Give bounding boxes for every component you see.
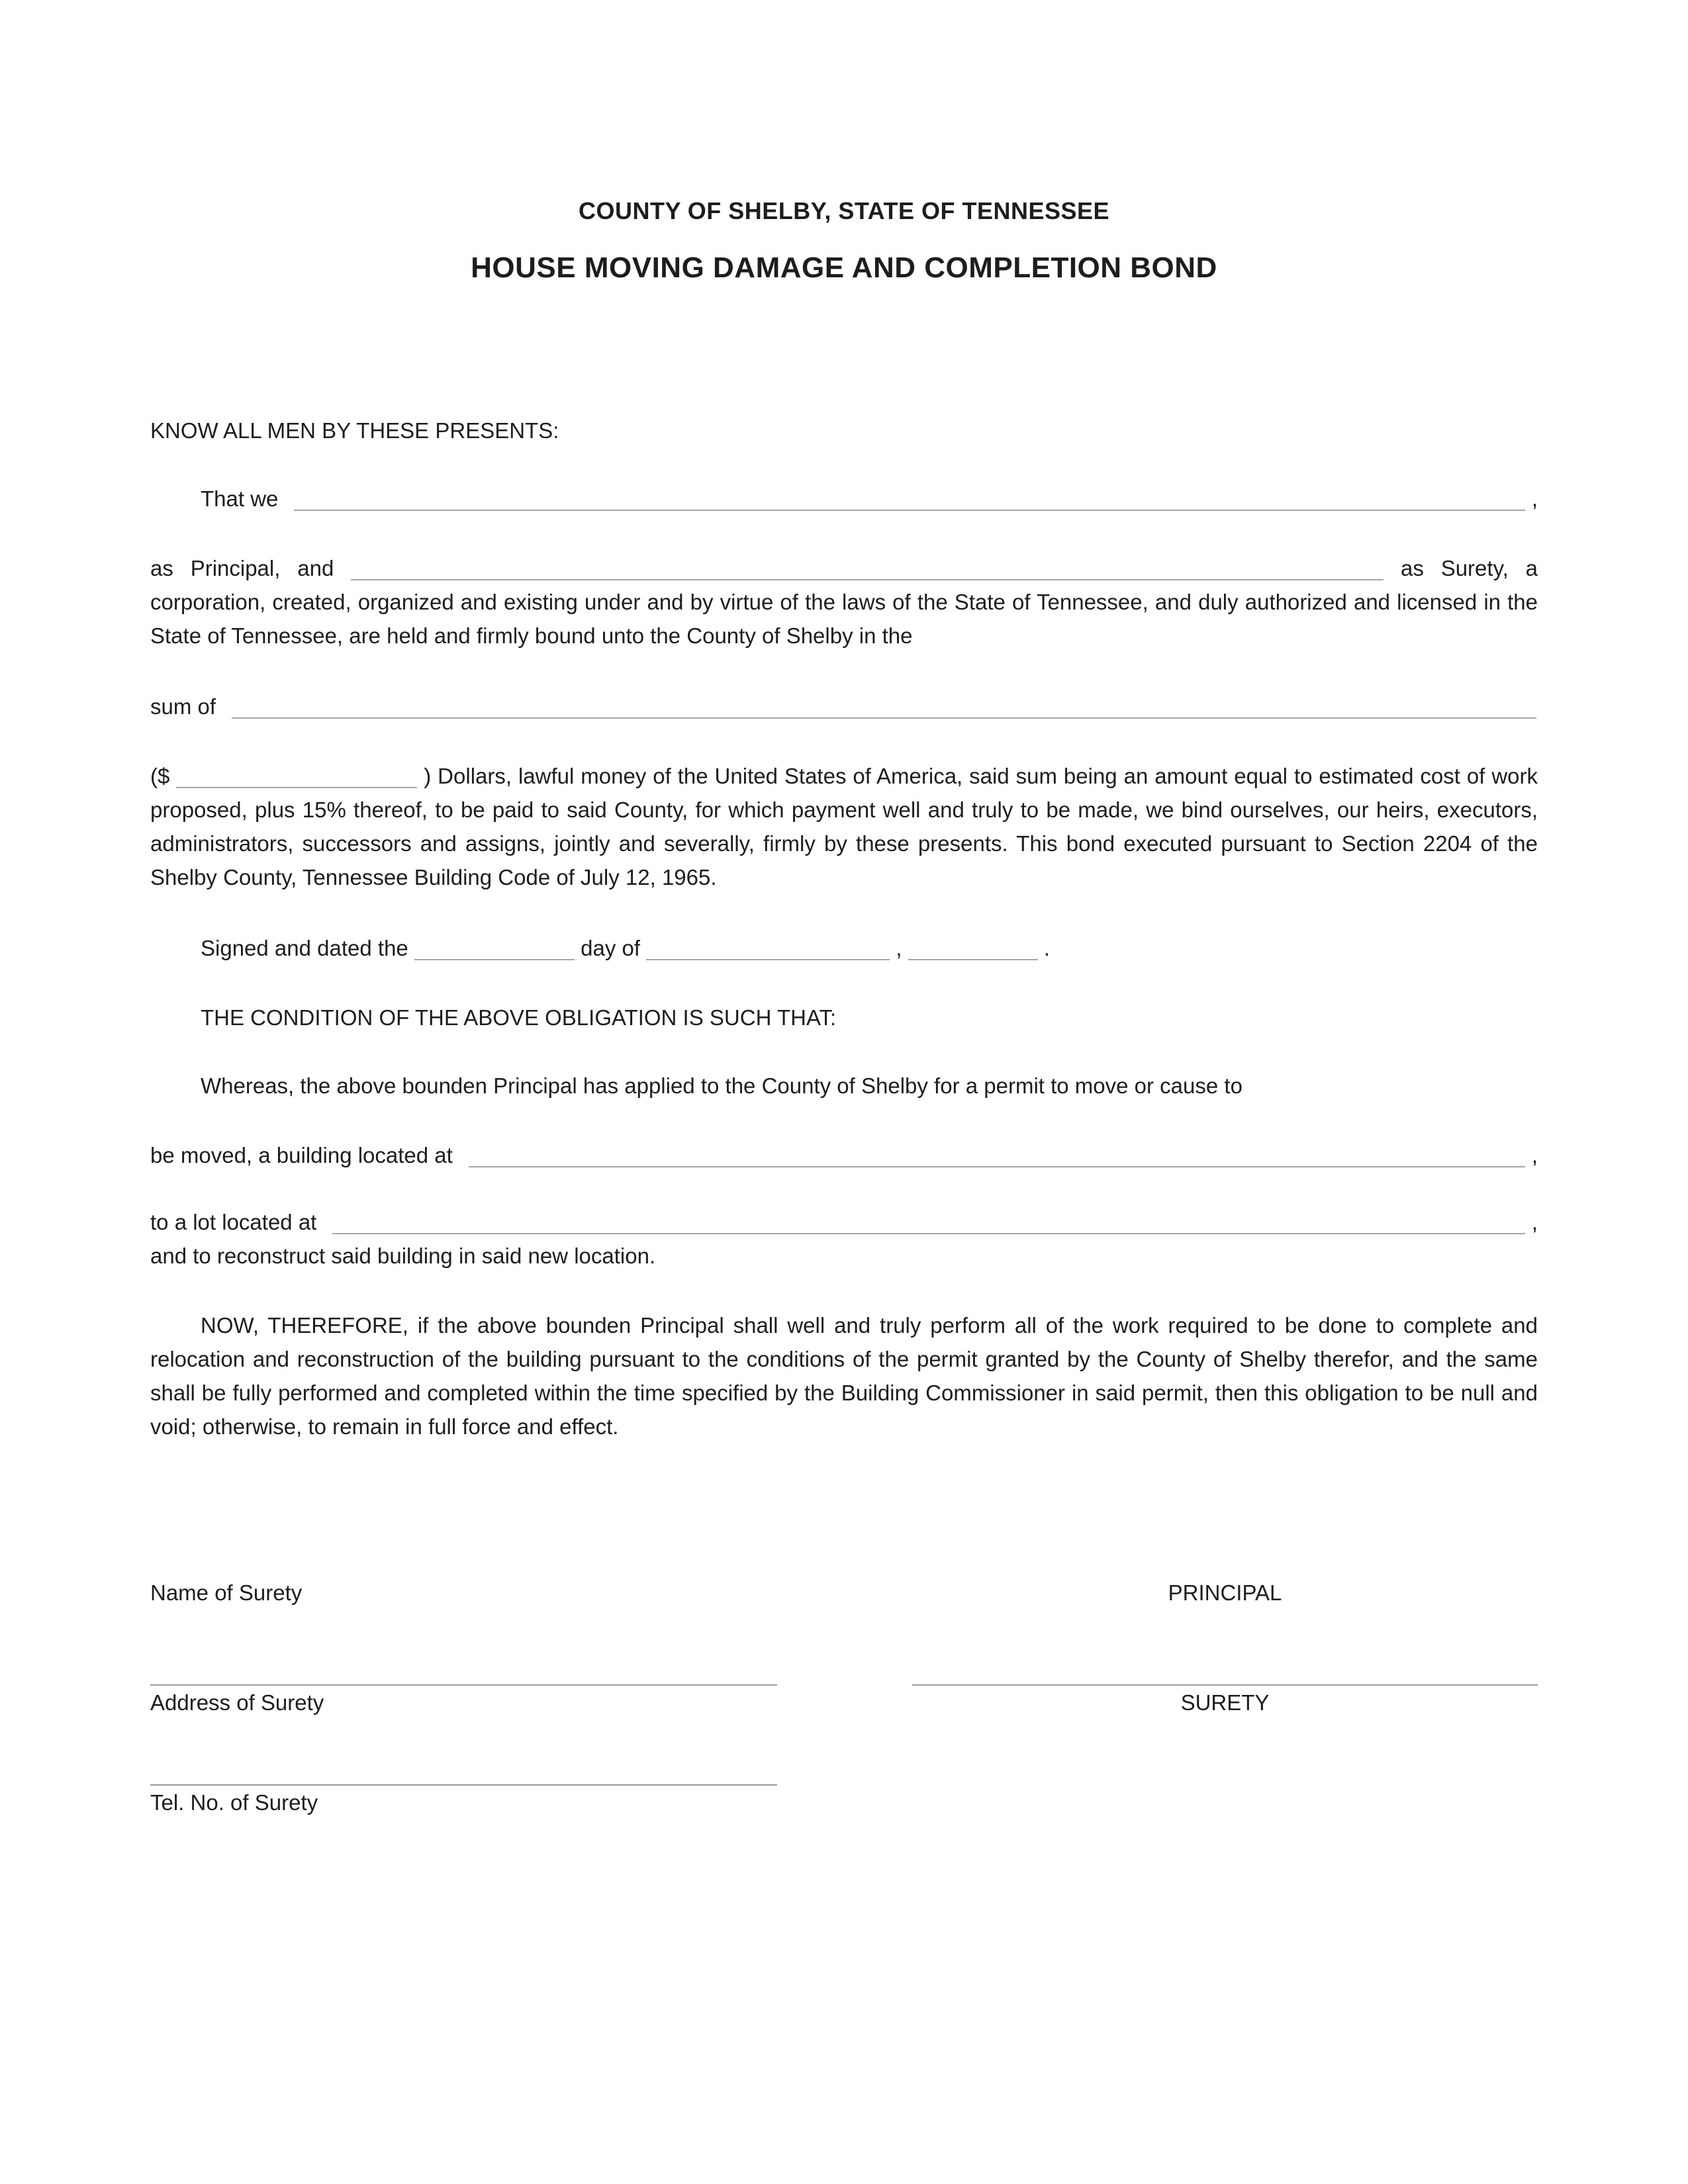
surety-name-field[interactable] <box>351 558 1383 580</box>
signed-period: . <box>1043 936 1051 960</box>
lot-location-field[interactable] <box>332 1233 1524 1234</box>
signed-day-of: day of <box>581 936 641 960</box>
that-we-line <box>150 482 1538 516</box>
address-of-surety-label: Address of Surety <box>150 1690 324 1715</box>
principal-label: PRINCIPAL <box>1168 1580 1282 1605</box>
surety-label: SURETY <box>1180 1690 1270 1715</box>
signed-prefix: Signed and dated the <box>201 936 408 960</box>
building-location-field[interactable] <box>469 1166 1525 1167</box>
signed-dated-line <box>150 931 1538 965</box>
reconstruct-line: and to reconstruct said building in said new location. <box>150 1244 656 1268</box>
that-we-text: That we <box>201 486 279 511</box>
lot-location-text: to a lot located at <box>150 1210 317 1234</box>
building-location-text: be moved, a building located at <box>150 1143 453 1167</box>
dollars-paragraph <box>150 759 1538 894</box>
condition-heading: THE CONDITION OF THE ABOVE OBLIGATION IS SUCH THAT: <box>201 1005 837 1030</box>
signature-section <box>150 1576 1538 1819</box>
principal-clause-prefix: as Principal, and <box>150 556 334 580</box>
tel-of-surety-label: Tel. No. of Surety <box>150 1790 318 1815</box>
month-field[interactable] <box>646 938 890 960</box>
principal-name-field[interactable] <box>294 510 1524 511</box>
year-field[interactable] <box>908 938 1038 960</box>
principal-surety-paragraph <box>150 551 1538 653</box>
county-title: COUNTY OF SHELBY, STATE OF TENNESSEE <box>578 197 1110 224</box>
sum-words-field[interactable] <box>232 717 1536 719</box>
surety-info-column <box>150 1576 777 1819</box>
name-of-surety-label: Name of Surety <box>150 1580 303 1605</box>
now-therefore-paragraph: NOW, THEREFORE, if the above bounden Principal shall well and truly perform all of the work required to be done to complete and relocation and reconstruction of the building pursuant to the conditions of the permit granted by the County of Shelby therefor, and the same shall be fully performed and completed within the time specified by the Building Commissioner in said permit, then this obligation to be null and void; otherwise, to remain in full force and effect. <box>150 1313 1538 1439</box>
that-we-comma: , <box>1531 486 1538 511</box>
building-location-line <box>150 1138 1538 1172</box>
document-title: HOUSE MOVING DAMAGE AND COMPLETION BOND <box>471 251 1217 284</box>
sum-amount-field[interactable] <box>176 766 417 788</box>
principal-clause-continuation: a corporation, created, organized and existing under and by virtue of the laws of the State of Tennessee, and duly authorized and licensed in the State of Tennessee, are held and firmly bound unto the County of Shelby in the <box>150 556 1538 648</box>
day-field[interactable] <box>414 938 575 960</box>
whereas-paragraph: Whereas, the above bounden Principal has applied to the County of Shelby for a permit to move or cause to <box>201 1073 1243 1098</box>
sum-of-text: sum of <box>150 694 216 719</box>
dollars-clause-text: ) Dollars, lawful money of the United States of America, said sum being an amount equal to estimated cost of work proposed, plus 15% thereof, to be paid to said County, for which payment well and truly to be made, we bind ourselves, our heirs, executors, administrators, successors and assigns, jointly and severally, firmly by these presents. This bond executed pursuant to Section 2204 of the Shelby County, Tennessee Building Code of July 12, 1965. <box>150 764 1538 889</box>
lot-location-line <box>150 1205 1538 1239</box>
building-location-comma: , <box>1531 1143 1538 1167</box>
dollars-open-paren: ($ <box>150 764 170 788</box>
sum-of-line <box>150 690 1538 723</box>
principal-clause-after-blank: as Surety, <box>1401 556 1509 580</box>
signed-comma: , <box>896 936 902 960</box>
lot-location-comma: , <box>1531 1210 1538 1234</box>
know-all-men-heading: KNOW ALL MEN BY THESE PRESENTS: <box>150 418 559 443</box>
signature-column <box>912 1576 1538 1819</box>
